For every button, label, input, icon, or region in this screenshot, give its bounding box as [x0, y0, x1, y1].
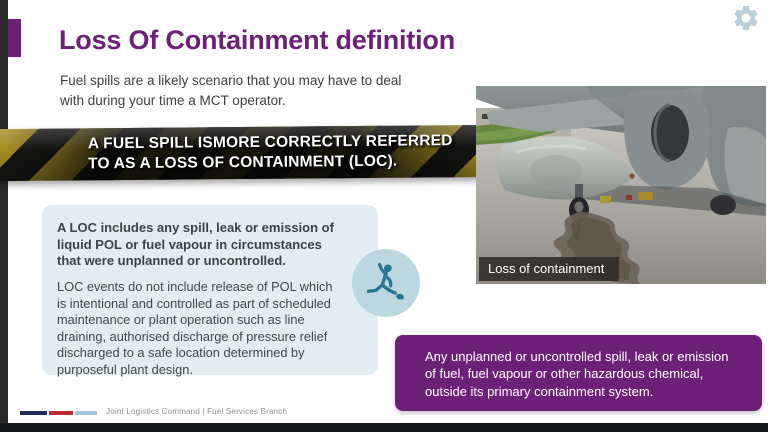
footer-dash-navy	[20, 411, 47, 415]
left-edge-bar	[0, 0, 8, 432]
page-title: Loss Of Containment definition	[59, 25, 455, 55]
definition-lead-text: A LOC includes any spill, leak or emission of liquid POL or fuel vapour in circumstances that were unplanned or uncontrolled.	[57, 220, 334, 269]
hazard-banner-line2: TO AS A LOSS OF CONTAINMENT (LOC).	[88, 152, 398, 173]
bottom-edge-bar	[0, 423, 768, 432]
gear-icon[interactable]	[731, 3, 761, 33]
photo-caption: Loss of containment	[479, 257, 619, 281]
highlight-box-text: Any unplanned or uncontrolled spill, leak or emission of fuel, fuel vapour or other hazardous chemical, outside its primary containment system.	[425, 349, 729, 399]
slip-hazard-icon	[352, 249, 420, 317]
footer-dash-blue	[75, 411, 97, 415]
definition-box	[42, 205, 378, 375]
intro-text: Fuel spills are a likely scenario that you may have to deal with during your time a MCT operator.	[60, 73, 402, 108]
footer-org-text: Joint Logistics Command | Fuel Services Branch	[106, 407, 288, 416]
hazard-banner	[0, 125, 496, 181]
hazard-banner-line1: A FUEL SPILL ISMORE CORRECTLY REFERRED	[87, 132, 453, 153]
footer-dash-red	[49, 411, 73, 415]
definition-body-text: LOC events do not include release of POL which is intentional and controlled as part of scheduled maintenance or plant operation such as line draining, authorised discharge of pressure relief discharged to a safe location determined by purposeful plant design.	[57, 278, 333, 377]
hazard-banner-text	[0, 125, 496, 175]
highlight-box	[395, 335, 762, 411]
jet-fuel-spill-illustration	[476, 86, 766, 284]
loc-photo	[476, 86, 766, 284]
title-accent-rect	[8, 19, 21, 57]
